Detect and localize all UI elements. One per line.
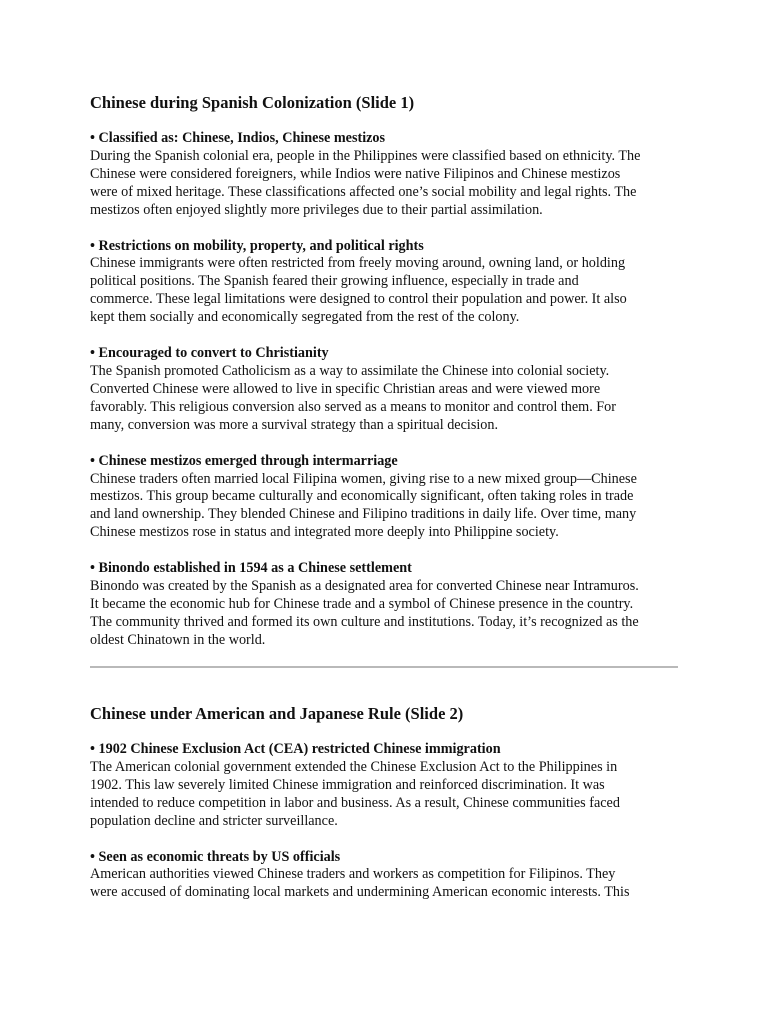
bullet-body-line: Chinese were considered foreigners, while Indios were native Filipinos and Chinese mestizos xyxy=(90,165,621,182)
bullet-item xyxy=(90,741,682,831)
bullet-body-line: political positions. The Spanish feared their growing influence, especially in trade and xyxy=(90,273,579,290)
bullet-body-line: Chinese immigrants were often restricted from freely moving around, owning land, or holding xyxy=(90,255,626,272)
bullet-body-line: and land ownership. They blended Chinese and Filipino traditions in daily life. Over time, many xyxy=(90,506,637,523)
slide1-title: Chinese during Spanish Colonization (Slide 1) xyxy=(90,93,415,112)
bullet-body-line: Chinese traders often married local Filipina women, giving rise to a new mixed group—Chinese xyxy=(90,470,637,487)
bullet-body-line: intended to reduce competition in labor and business. As a result, Chinese communities faced xyxy=(90,794,620,811)
bullet-body-line: During the Spanish colonial era, people in the Philippines were classified based on ethnicity. The xyxy=(90,147,641,164)
bullet-item xyxy=(90,560,682,650)
slide2-bullet-list xyxy=(90,741,682,902)
bullet-body-line: favorably. This religious conversion also served as a means to monitor and control them. For xyxy=(90,398,617,415)
bullet-body-line: Converted Chinese were allowed to live in specific Christian areas and were viewed more xyxy=(90,380,601,397)
slide1-section xyxy=(90,93,682,650)
bullet-heading: • 1902 Chinese Exclusion Act (CEA) restricted Chinese immigration xyxy=(90,741,501,757)
bullet-heading: • Chinese mestizos emerged through intermarriage xyxy=(90,452,398,469)
bullet-body-line: The community thrived and formed its own culture and institutions. Today, it’s recognized as the xyxy=(90,613,639,630)
bullet-body-line: Binondo was created by the Spanish as a designated area for converted Chinese near Intramuros. xyxy=(90,578,639,595)
bullet-body-line: were accused of dominating local markets and undermining American economic interests. This xyxy=(90,884,630,901)
slide2-title: Chinese under American and Japanese Rule (Slide 2) xyxy=(90,704,464,723)
bullet-item xyxy=(90,130,682,220)
bullet-heading: • Seen as economic threats by US officials xyxy=(90,848,341,865)
bullet-body-line: population decline and stricter surveillance. xyxy=(90,812,338,829)
bullet-item xyxy=(90,453,682,543)
bullet-body-line: Chinese mestizos rose in status and integrated more deeply into Philippine society. xyxy=(90,524,559,541)
bullet-body-line: oldest Chinatown in the world. xyxy=(90,631,266,648)
bullet-heading: • Classified as: Chinese, Indios, Chinese mestizos xyxy=(90,130,386,146)
bullet-body-line: The American colonial government extended the Chinese Exclusion Act to the Philippines in xyxy=(90,758,618,775)
bullet-body-line: were of mixed heritage. These classifications affected one’s social mobility and legal rights. The xyxy=(90,183,637,200)
bullet-body-line: kept them socially and economically segregated from the rest of the colony. xyxy=(90,309,520,326)
bullet-body-line: mestizos often enjoyed slightly more privileges due to their partial assimilation. xyxy=(90,201,543,218)
bullet-heading: • Restrictions on mobility, property, and political rights xyxy=(90,237,424,254)
bullet-body-line: It became the economic hub for Chinese trade and a symbol of Chinese presence in the country. xyxy=(90,595,634,612)
bullet-body-line: commerce. These legal limitations were designed to control their population and power. It also xyxy=(90,291,627,308)
bullet-body-line: The Spanish promoted Catholicism as a way to assimilate the Chinese into colonial society. xyxy=(90,362,610,379)
bullet-item xyxy=(90,345,682,435)
bullet-heading: • Binondo established in 1594 as a Chinese settlement xyxy=(90,560,412,577)
bullet-body-line: American authorities viewed Chinese traders and workers as competition for Filipinos. They xyxy=(90,866,616,883)
section-divider xyxy=(90,666,678,668)
bullet-body-line: many, conversion was more a survival strategy than a spiritual decision. xyxy=(90,416,499,433)
bullet-item xyxy=(90,849,682,903)
bullet-heading: • Encouraged to convert to Christianity xyxy=(90,345,329,362)
slide2-section xyxy=(90,704,682,902)
bullet-item xyxy=(90,238,682,328)
bullet-body-line: mestizos. This group became culturally and economically significant, often taking roles in trade xyxy=(90,488,634,505)
bullet-body-line: 1902. This law severely limited Chinese immigration and reinforced discrimination. It was xyxy=(90,776,605,793)
slide1-bullet-list xyxy=(90,130,682,650)
